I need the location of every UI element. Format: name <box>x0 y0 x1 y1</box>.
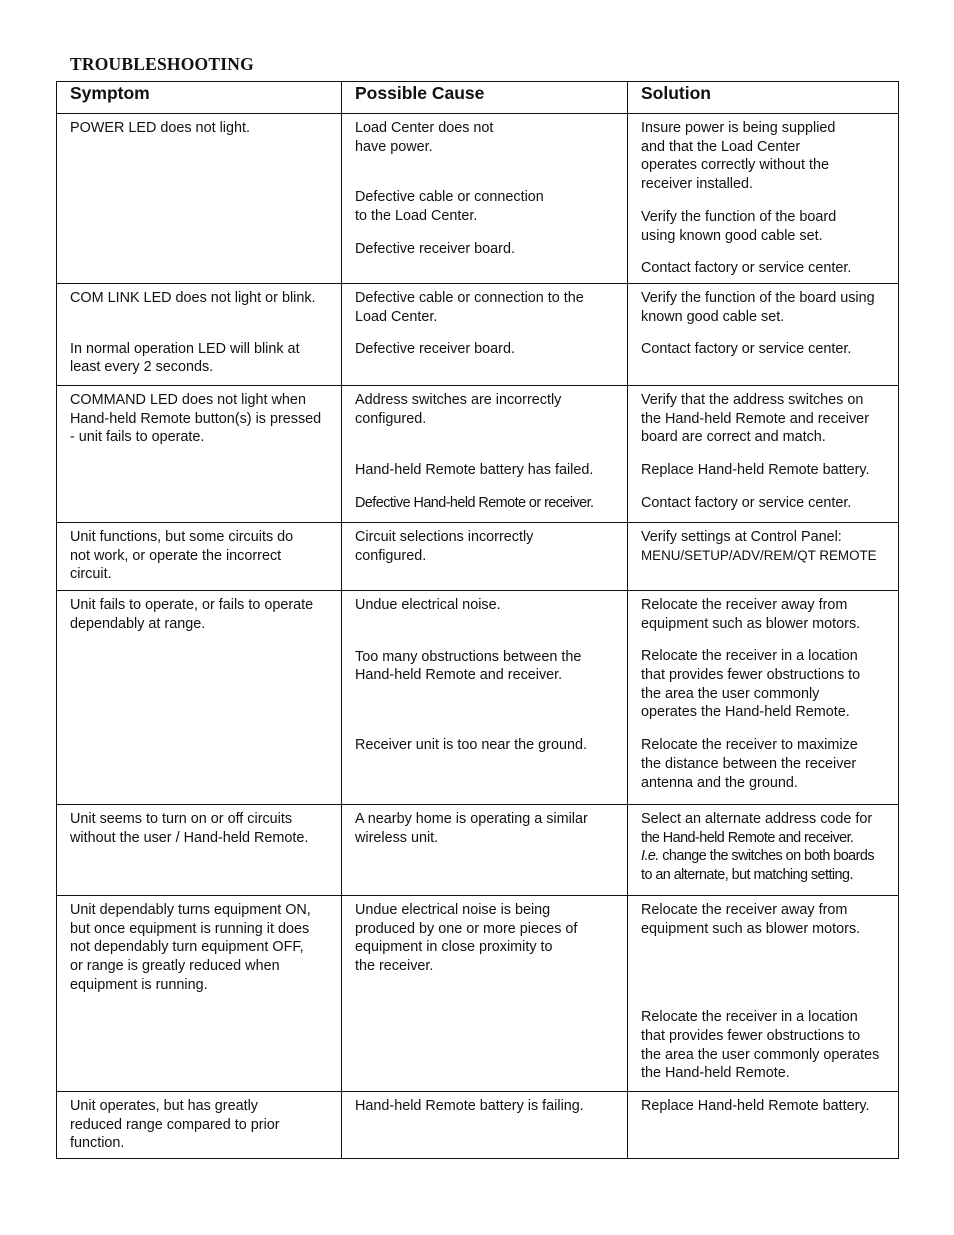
cause-text: Hand-held Remote battery has failed. <box>355 462 594 479</box>
solution-cell <box>628 522 899 590</box>
symptom-cell <box>57 1091 342 1158</box>
solution-text-line3 <box>641 847 894 866</box>
table-row <box>57 385 899 522</box>
solution-text: Contact factory or service center. <box>641 341 852 358</box>
table-row <box>57 590 899 804</box>
solution-cell <box>628 283 899 385</box>
symptom-text: Unit dependably turns equipment ON, but once equipment is running it does not dependably turn equipment OFF, or range is greatly reduced when equipment is running. <box>70 901 311 993</box>
cause-cell <box>342 114 628 284</box>
solution-text: Verify the function of the board using known good cable set. <box>641 208 837 244</box>
cause-cell <box>342 1091 628 1158</box>
cause-text: Defective cable or connection to the Load Center. <box>355 289 584 325</box>
symptom-cell <box>57 895 342 1091</box>
solution-text: Relocate the receiver to maximize the distance between the receiver antenna and the ground. <box>641 737 858 791</box>
table-row <box>57 283 899 385</box>
symptom-text: Unit functions, but some circuits do not work, or operate the incorrect circuit. <box>70 528 294 583</box>
cause-cell <box>342 385 628 522</box>
symptom-text: Unit seems to turn on or off circuits without the user / Hand-held Remote. <box>70 810 309 846</box>
solution-text: Contact factory or service center. <box>641 260 852 277</box>
table-row <box>57 522 899 590</box>
solution-text: Relocate the receiver away from equipment such as blower motors. <box>641 596 861 632</box>
solution-cell <box>628 1091 899 1158</box>
solution-text: Replace Hand-held Remote battery. <box>641 1097 870 1114</box>
cause-text: Defective Hand-held Remote or receiver. <box>355 495 594 512</box>
solution-text: Contact factory or service center. <box>641 494 852 511</box>
table-row <box>57 895 899 1091</box>
table-header-row <box>57 82 899 114</box>
solution-text-line2: the Hand-held Remote and receiver. <box>641 829 854 846</box>
cause-text: Circuit selections incorrectly configured. <box>355 528 534 564</box>
solution-text-line4: to an alternate, but matching setting. <box>641 867 853 884</box>
table-row <box>57 114 899 284</box>
symptom-text: POWER LED does not light. <box>70 120 250 136</box>
cause-cell <box>342 283 628 385</box>
solution-text: Verify the function of the board using known good cable set. <box>641 289 875 325</box>
symptom-cell <box>57 804 342 895</box>
solution-text: Relocate the receiver in a location that provides fewer obstructions to the area the user commonly operates the Hand-held Remote. <box>641 648 861 721</box>
cause-text: Defective receiver board. <box>355 341 515 358</box>
cause-text: A nearby home is operating a similar wireless unit. <box>355 810 588 846</box>
symptom-text: COMMAND LED does not light when Hand-held Remote button(s) is pressed - unit fails to operate. <box>70 391 322 446</box>
cause-text: Load Center does not have power. <box>355 120 494 155</box>
column-header-cause: Possible Cause <box>342 82 628 114</box>
cause-text: Undue electrical noise is being produced by one or more pieces of equipment in close proximity to the receiver. <box>355 901 578 975</box>
symptom-cell <box>57 590 342 804</box>
troubleshooting-table <box>56 81 899 1159</box>
cause-cell <box>342 590 628 804</box>
table-row <box>57 1091 899 1158</box>
symptom-cell <box>57 114 342 284</box>
symptom-text: Unit operates, but has greatly reduced range compared to prior function. <box>70 1097 280 1152</box>
cause-cell <box>342 522 628 590</box>
solution-cell <box>628 385 899 522</box>
cause-cell <box>342 804 628 895</box>
cause-cell <box>342 895 628 1091</box>
solution-text: Verify settings at Control Panel: <box>641 528 842 545</box>
solution-text-line3-rest: change the switches on both boards <box>658 848 874 865</box>
cause-text: Receiver unit is too near the ground. <box>355 737 587 754</box>
solution-text: Verify that the address switches on the Hand-held Remote and receiver board are correct and match. <box>641 391 869 446</box>
table-row <box>57 804 899 895</box>
symptom-cell <box>57 385 342 522</box>
solution-cell <box>628 895 899 1091</box>
solution-text: Relocate the receiver away from equipment such as blower motors. <box>641 901 861 937</box>
cause-text: Defective receiver board. <box>355 240 515 257</box>
symptom-note: In normal operation LED will blink at least every 2 seconds. <box>70 340 300 376</box>
cause-text: Undue electrical noise. <box>355 596 501 613</box>
column-header-symptom: Symptom <box>57 82 342 114</box>
cause-text: Defective cable or connection to the Load Center. <box>355 189 544 225</box>
page-title: TROUBLESHOOTING <box>70 54 254 74</box>
solution-cell <box>628 114 899 284</box>
cause-text: Address switches are incorrectly configured. <box>355 391 562 427</box>
solution-text: Replace Hand-held Remote battery. <box>641 462 870 479</box>
solution-cell <box>628 804 899 895</box>
solution-cell <box>628 590 899 804</box>
cause-text: Hand-held Remote battery is failing. <box>355 1097 584 1114</box>
menu-path-text: MENU/SETUP/ADV/REM/QT REMOTE <box>641 547 877 563</box>
solution-text: Select an alternate address code for <box>641 810 873 827</box>
symptom-cell <box>57 283 342 385</box>
cause-text: Too many obstructions between the Hand-held Remote and receiver. <box>355 648 582 684</box>
ie-abbreviation: I.e. <box>641 848 659 865</box>
solution-text: Insure power is being supplied and that the Load Center operates correctly without the receiver installed. <box>641 120 836 193</box>
solution-text: Relocate the receiver in a location that provides fewer obstructions to the area the user commonly operates the Hand-held Remote. <box>641 1009 880 1082</box>
symptom-cell <box>57 522 342 590</box>
symptom-text: COM LINK LED does not light or blink. <box>70 289 316 306</box>
column-header-solution: Solution <box>628 82 899 114</box>
symptom-text: Unit fails to operate, or fails to operate dependably at range. <box>70 596 314 632</box>
